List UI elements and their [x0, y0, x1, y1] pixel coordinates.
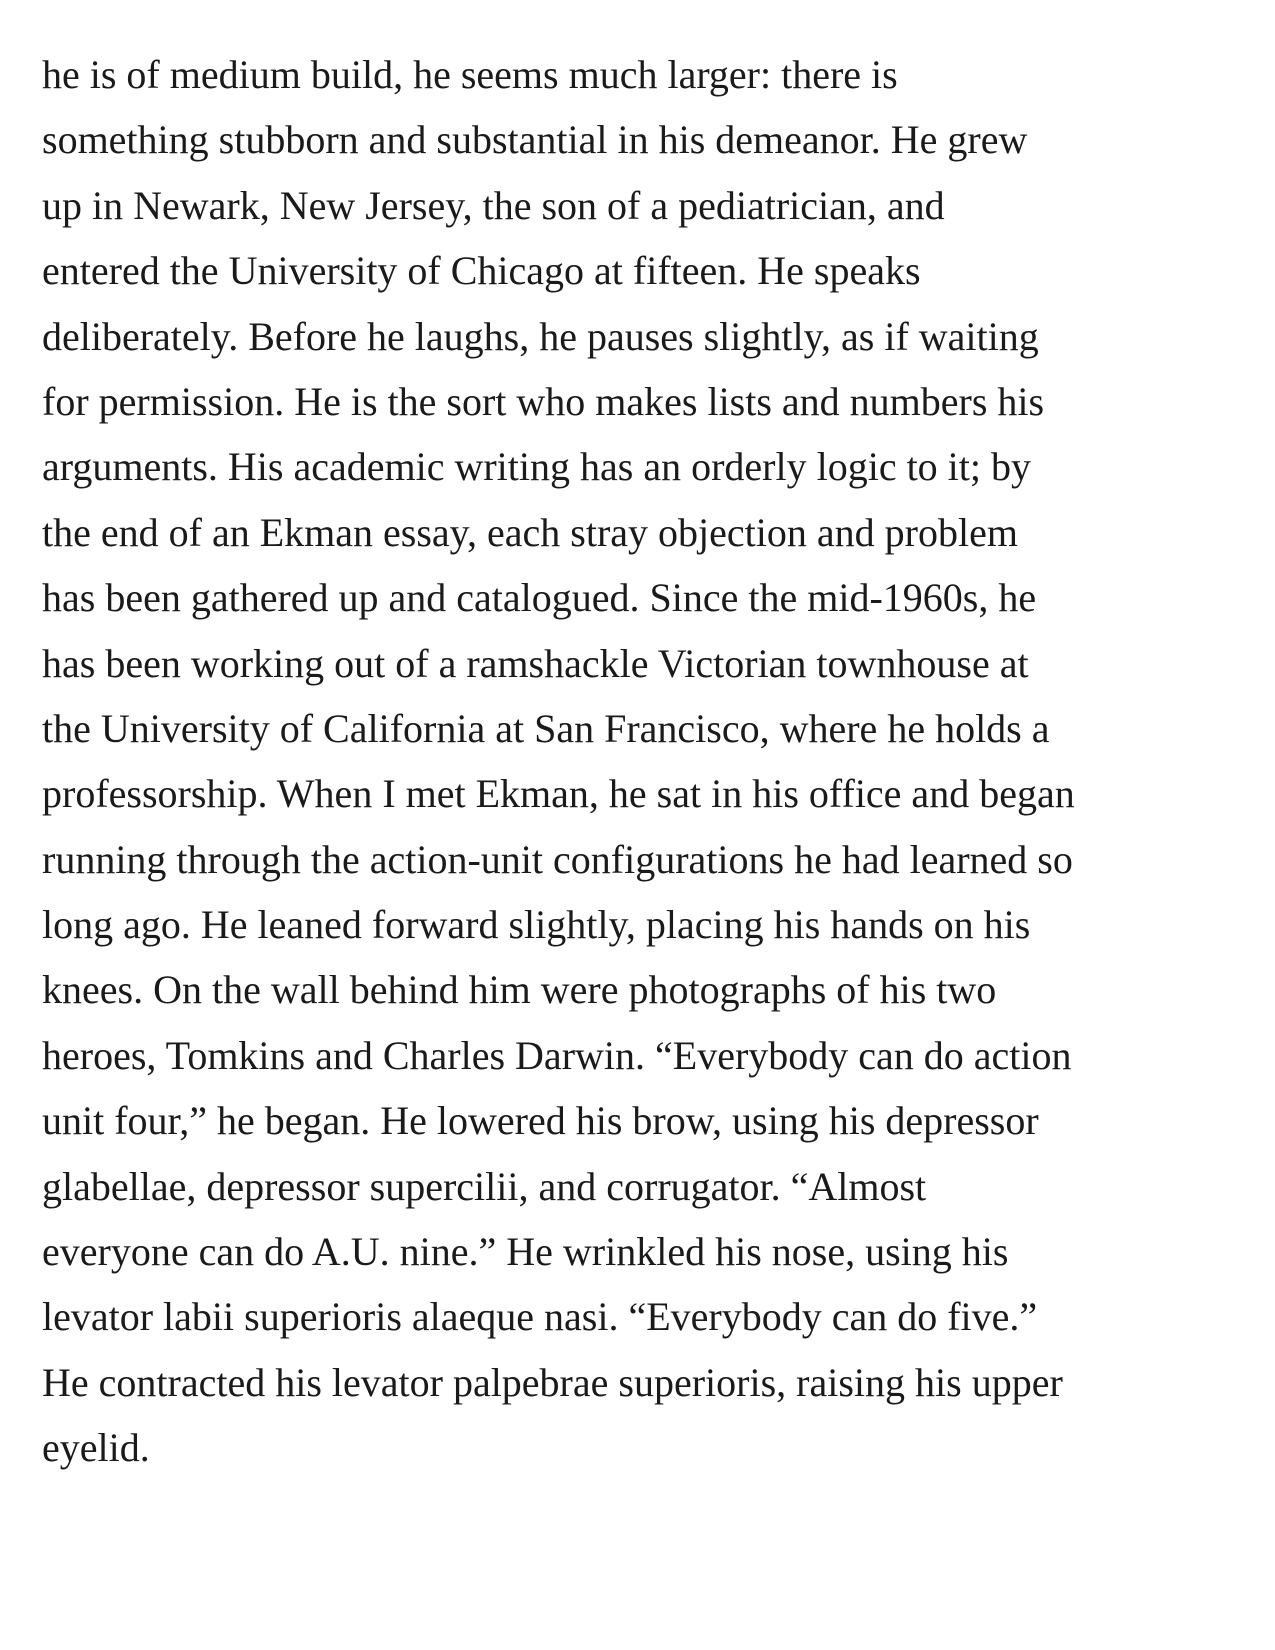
text-line: the end of an Ekman essay, each stray objection and problem — [42, 509, 1018, 555]
text-line: arguments. His academic writing has an orderly logic to it; by — [42, 444, 1032, 490]
text-line: has been gathered up and catalogued. Since the mid-1960s, he — [42, 575, 1037, 621]
text-line: knees. On the wall behind him were photographs of his two — [42, 967, 997, 1013]
text-line: He contracted his levator palpebrae superioris, raising his upper — [42, 1359, 1063, 1405]
text-line: glabellae, depressor supercilii, and corrugator. “Almost — [42, 1163, 927, 1209]
text-line: deliberately. Before he laughs, he pauses slightly, as if waiting — [42, 313, 1039, 359]
text-line: long ago. He leaned forward slightly, placing his hands on his — [42, 902, 1031, 948]
text-line: for permission. He is the sort who makes lists and numbers his — [42, 378, 1045, 424]
text-line: everyone can do A.U. nine.” He wrinkled his nose, using his — [42, 1229, 1009, 1275]
text-line: running through the action-unit configurations he had learned so — [42, 836, 1073, 882]
text-line: he is of medium build, he seems much larger: there is — [42, 52, 898, 97]
text-line: unit four,” he began. He lowered his brow, using his depressor — [42, 1098, 1039, 1144]
text-line: heroes, Tomkins and Charles Darwin. “Everybody can do action — [42, 1032, 1072, 1078]
text-line: something stubborn and substantial in his demeanor. He grew — [42, 117, 1028, 163]
text-line: eyelid. — [42, 1425, 150, 1471]
text-line: the University of California at San Francisco, where he holds a — [42, 705, 1050, 751]
text-line: up in Newark, New Jersey, the son of a pediatrician, and — [42, 182, 945, 228]
text-line: entered the University of Chicago at fifteen. He speaks — [42, 248, 921, 294]
text-line: professorship. When I met Ekman, he sat in his office and began — [42, 771, 1075, 817]
text-line: has been working out of a ramshackle Victorian townhouse at — [42, 640, 1029, 686]
body-paragraph — [42, 42, 1232, 1481]
text-line: levator labii superioris alaeque nasi. “Everybody can do five.” — [42, 1294, 1038, 1340]
